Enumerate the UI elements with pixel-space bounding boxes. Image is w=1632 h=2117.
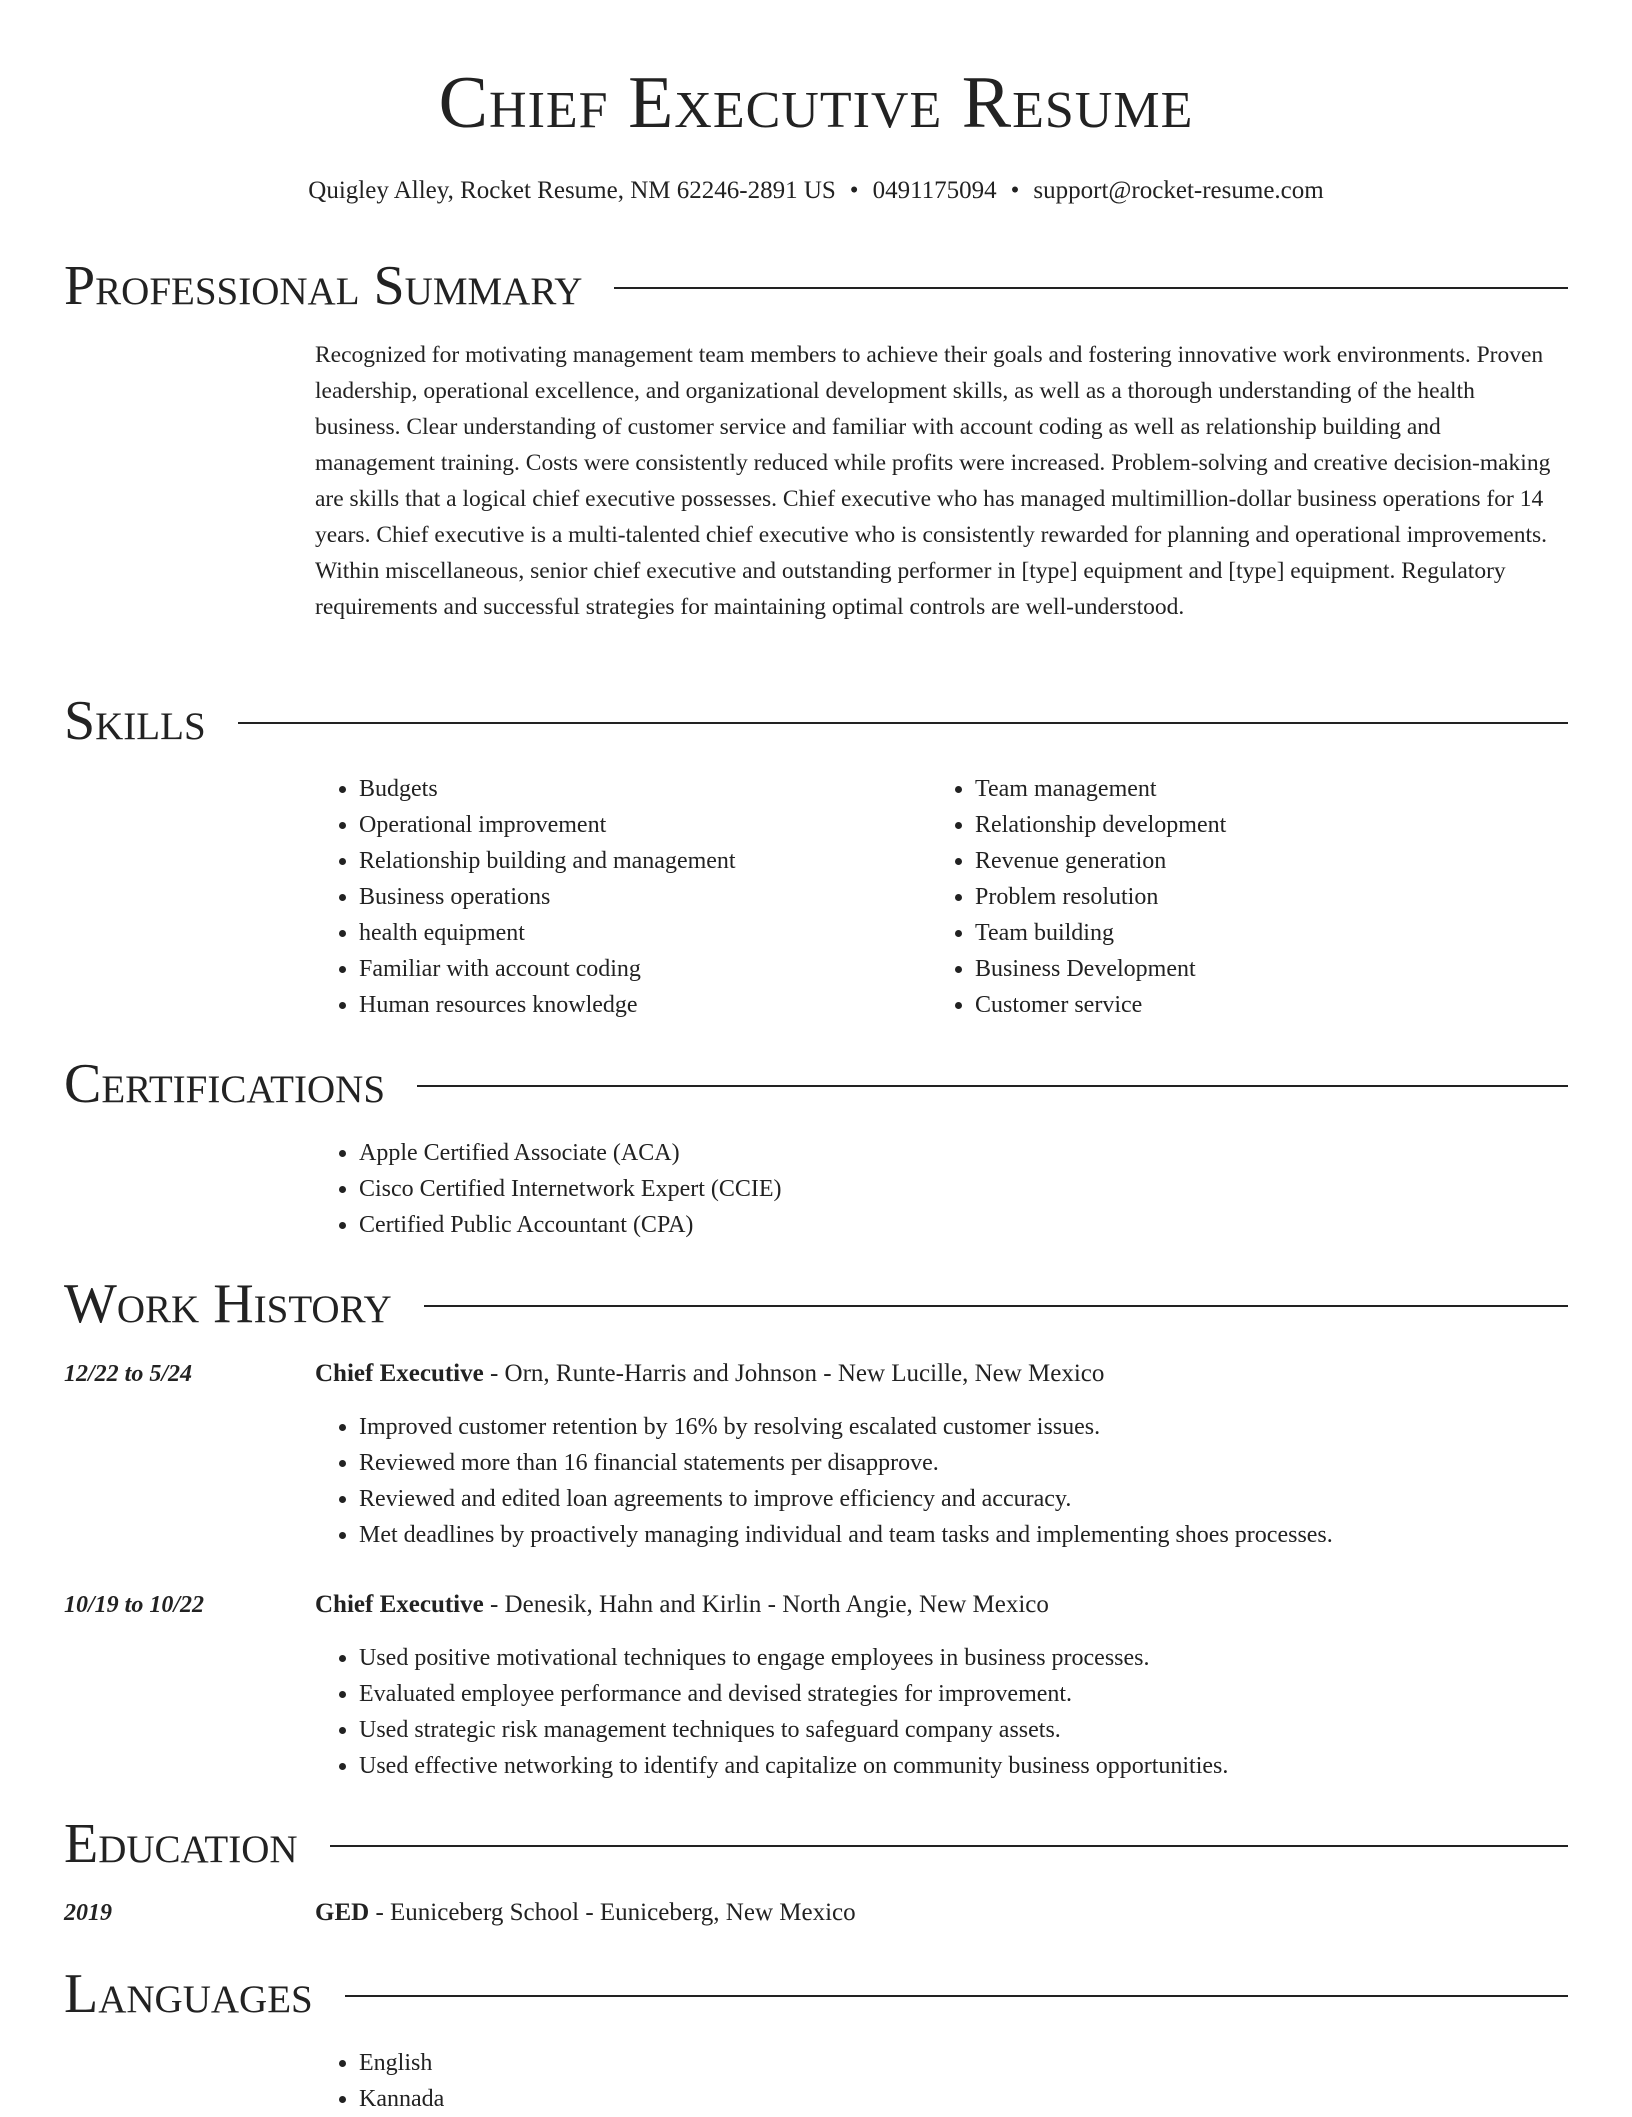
job-bullet: • Used strategic risk management techniques to safeguard company assets.: [359, 1712, 1609, 1748]
job-bullets: [315, 1409, 1609, 1553]
skill-item: • Problem resolution: [975, 879, 1575, 915]
language-item: • Kannada: [359, 2081, 959, 2117]
job-bullet: • Met deadlines by proactively managing individual and team tasks and implementing shoes processes.: [359, 1517, 1609, 1553]
certifications-heading: Certifications: [64, 1053, 386, 1115]
contact-separator: •: [849, 177, 859, 204]
resume-title: Chief Executive Resume: [438, 62, 1194, 144]
skills-heading: Skills: [64, 690, 206, 752]
job-bullet: • Evaluated employee performance and devised strategies for improvement.: [359, 1676, 1609, 1712]
summary-section-header: [64, 253, 1568, 319]
job-bullet: • Reviewed more than 16 financial statements per disapprove.: [359, 1445, 1609, 1481]
skill-item: • Relationship building and management: [359, 843, 919, 879]
contact-address: Quigley Alley, Rocket Resume, NM 62246-2891 US: [308, 177, 836, 204]
job-bullet: • Improved customer retention by 16% by resolving escalated customer issues.: [359, 1409, 1609, 1445]
languages-heading: Languages: [64, 1963, 313, 2025]
contact-phone: 0491175094: [872, 177, 997, 204]
job-title-line: [315, 1357, 1104, 1391]
skill-item: • Revenue generation: [975, 843, 1575, 879]
education-section-header: [64, 1811, 1568, 1877]
skill-item: • Relationship development: [975, 807, 1575, 843]
section-divider: [345, 1995, 1568, 1997]
certifications-section-header: [64, 1051, 1568, 1117]
skill-item: • Budgets: [359, 771, 919, 807]
job-role: Chief Executive: [315, 1591, 484, 1618]
job-dates: 10/19 to 10/22: [64, 1592, 205, 1618]
work-history-heading: Work History: [64, 1273, 392, 1335]
work-history-section-header: [64, 1271, 1568, 1337]
section-divider: [238, 722, 1568, 724]
job-employer: - Denesik, Hahn and Kirlin - North Angie, New Mexico: [483, 1591, 1049, 1618]
education-degree: GED: [315, 1899, 370, 1926]
certifications-list: [315, 1135, 1559, 1243]
skill-item: • Team management: [975, 771, 1575, 807]
contact-email: support@rocket-resume.com: [1033, 177, 1324, 204]
skill-item: • Operational improvement: [359, 807, 919, 843]
job-dates: 12/22 to 5/24: [64, 1361, 193, 1387]
certification-item: • Certified Public Accountant (CPA): [359, 1207, 1559, 1243]
languages-section-header: [64, 1961, 1568, 2027]
summary-heading: Professional Summary: [64, 255, 583, 317]
job-bullet: • Reviewed and edited loan agreements to improve efficiency and accuracy.: [359, 1481, 1609, 1517]
skill-item: • Human resources knowledge: [359, 987, 919, 1023]
job-bullet: • Used positive motivational techniques to engage employees in business processes.: [359, 1640, 1609, 1676]
education-line: [315, 1896, 856, 1930]
section-divider: [330, 1845, 1568, 1847]
skill-item: • Business operations: [359, 879, 919, 915]
skill-item: • Familiar with account coding: [359, 951, 919, 987]
job-title-line: [315, 1588, 1049, 1622]
education-heading: Education: [64, 1813, 298, 1875]
certification-item: • Cisco Certified Internetwork Expert (CCIE): [359, 1171, 1559, 1207]
job-employer: - Orn, Runte-Harris and Johnson - New Lucille, New Mexico: [483, 1360, 1105, 1387]
skill-item: • Customer service: [975, 987, 1575, 1023]
skills-section-header: [64, 688, 1568, 754]
language-item: • English: [359, 2045, 959, 2081]
skill-item: • Business Development: [975, 951, 1575, 987]
contact-line: [0, 174, 1632, 208]
languages-list: [315, 2045, 959, 2117]
certification-item: • Apple Certified Associate (ACA): [359, 1135, 1559, 1171]
skill-item: • health equipment: [359, 915, 919, 951]
section-divider: [424, 1305, 1568, 1307]
skills-list-left: [315, 771, 919, 1023]
summary-paragraph: Recognized for motivating management team members to achieve their goals and fostering innovative work environments. Proven leadership, operational excellence, and organizational development skills, as well as a thorough understanding of the health business. Clear understanding of customer service and familiar with account coding as well as relationship building and management training. Costs were consistently reduced while profits were increased. Problem-solving and creative decision-making are skills that a logical chief executive possesses. Chief executive who has managed multimillion-dollar business operations for 14 years. Chief executive is a multi-talented chief executive who is consistently rewarded for planning and operational improvements. Within miscellaneous, senior chief executive and outstanding performer in [type] equipment and [type] equipment. Regulatory requirements and successful strategies for maintaining optimal controls are well-understood.: [315, 342, 1551, 620]
section-divider: [417, 1085, 1568, 1087]
contact-separator: •: [1010, 177, 1020, 204]
skills-list-right: [931, 771, 1575, 1023]
education-year: 2019: [64, 1900, 112, 1926]
job-bullet: • Used effective networking to identify and capitalize on community business opportunities.: [359, 1748, 1609, 1784]
section-divider: [614, 287, 1568, 289]
job-role: Chief Executive: [315, 1360, 484, 1387]
job-bullets: [315, 1640, 1609, 1784]
skill-item: • Team building: [975, 915, 1575, 951]
education-school: - Euniceberg School - Euniceberg, New Mexico: [369, 1899, 856, 1926]
